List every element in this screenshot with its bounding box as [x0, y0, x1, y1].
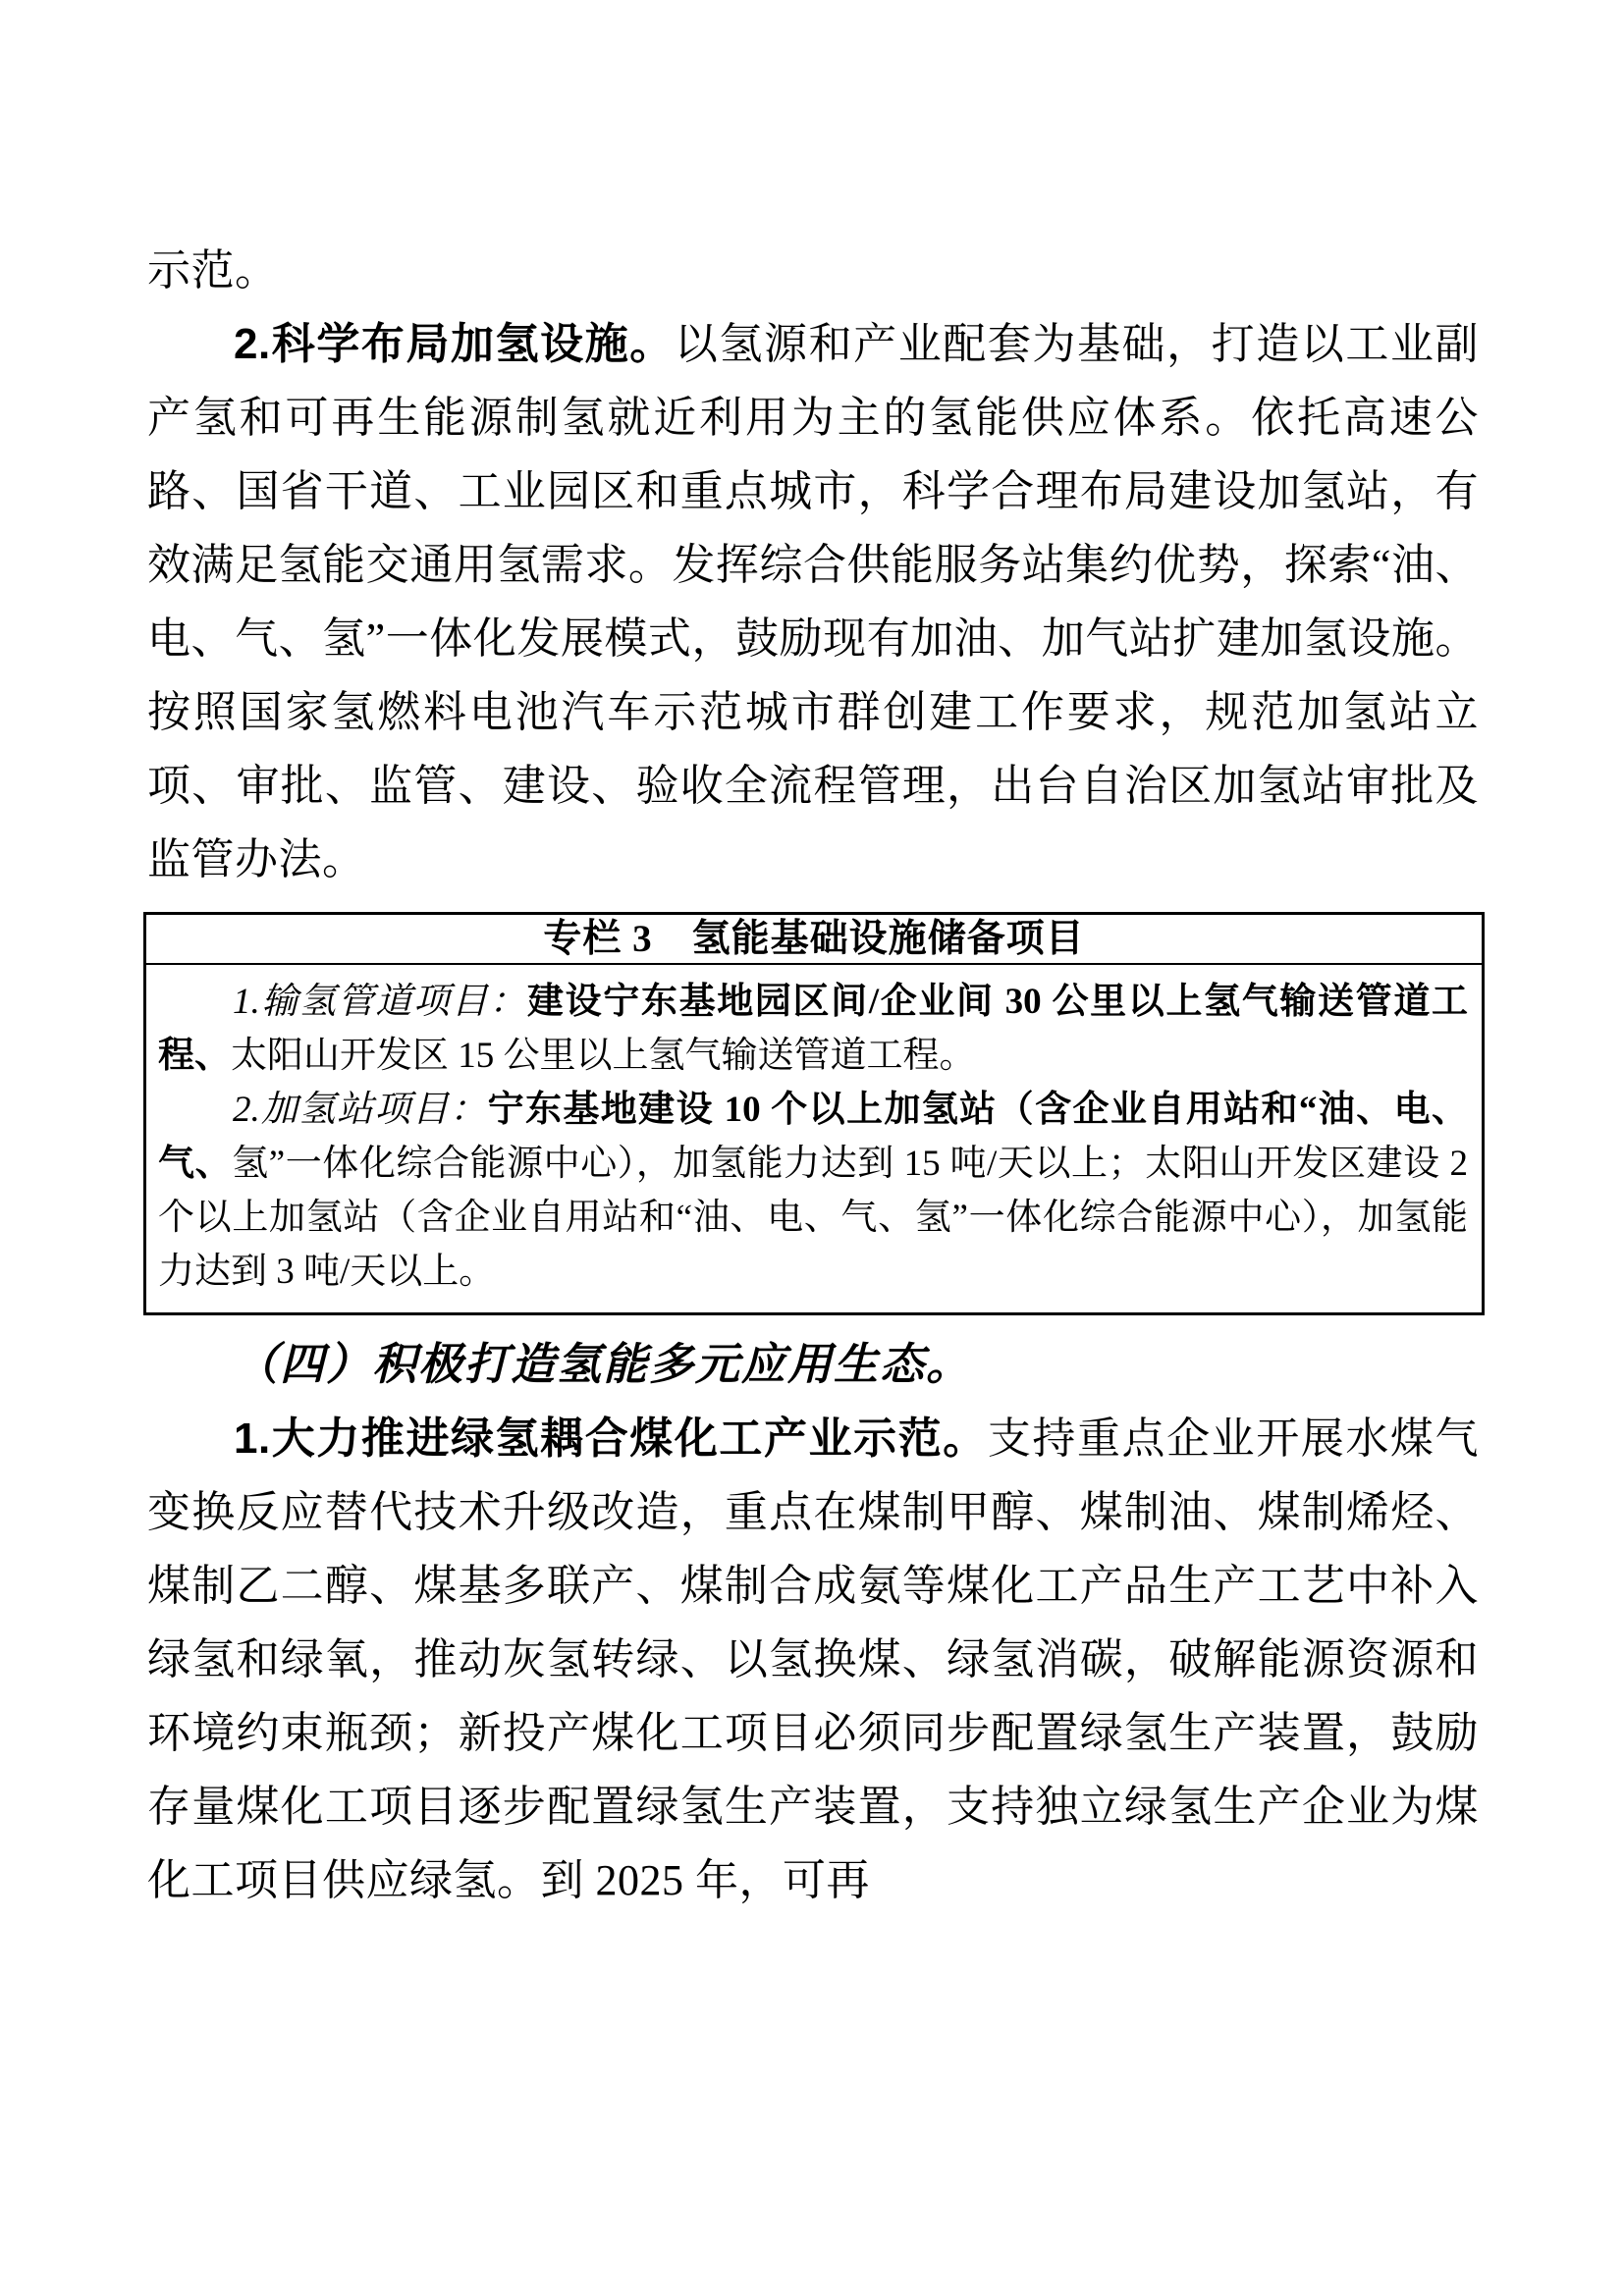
paragraph-continuation-text: 示范。 [147, 246, 279, 294]
box-item-pipeline-lead: 建设宁东基地园区间/企业间 30 公里以上氢气输送管道工程、 [158, 982, 1469, 1076]
column-box-body [146, 965, 1482, 1312]
paragraph-hydrogen-refueling-body: 以氢源和产业配套为基础，打造以工业副产氢和可再生能源制氢就近利用为主的氢能供应体系。依托高速公路、国省干道、工业园区和重点城市，科学合理布局建设加氢站，有效满足氢能交通用氢需求。发挥综合供能服务站集约优势，探索“油、电、气、氢”一体化发展模式，鼓励现有加油、加气站扩建加氢设施。按照国家氢燃料电池汽车示范城市群创建工作要求，规范加氢站立项、审批、监管、建设、验收全流程管理，出台自治区加氢站审批及监管办法。 [147, 320, 1480, 883]
box-item-pipeline [158, 975, 1468, 1083]
paragraph-green-hydrogen [147, 1402, 1479, 1917]
paragraph-continuation [147, 234, 1479, 307]
section-heading-four: （四）积极打造氢能多元应用生态。 [234, 1340, 973, 1389]
paragraph-green-hydrogen-body: 支持重点企业开展水煤气变换反应替代技术升级改造，重点在煤制甲醇、煤制油、煤制烯烃、煤制乙二醇、煤基多联产、煤制合成氨等煤化工产品生产工艺中补入绿氢和绿氧，推动灰氢转绿、以氢换煤、绿氢消碳，破解能源资源和环境约束瓶颈；新投产煤化工项目必须同步配置绿氢生产装置，鼓励存量煤化工项目逐步配置绿氢生产装置，支持独立绿氢生产企业为煤化工项目供应绿氢。到 2025 年，可再 [147, 1415, 1479, 1904]
paragraph-green-hydrogen-lead: 1.大力推进绿氢耦合煤化工产业示范。 [234, 1415, 988, 1463]
box-item-stations-label: 2.加氢站项目： [233, 1090, 488, 1130]
box-item-pipeline-rest: 太阳山开发区 15 公里以上氢气输送管道工程。 [231, 1036, 976, 1076]
box-item-stations-lead: 宁东基地建设 10 个以上加氢站（含企业自用站和“油、电、气、 [158, 1090, 1469, 1184]
box-item-stations-rest: 氢”一体化综合能源中心），加氢能力达到 15 吨/天以上；太阳山开发区建设 2 个以上加氢站（含企业自用站和“油、电、气、氢”一体化综合能源中心），加氢能力达到 3 吨/天以上。 [158, 1144, 1469, 1292]
column-box-title: 专栏 3 氢能基础设施储备项目 [146, 915, 1482, 965]
column-box-3 [143, 912, 1485, 1315]
paragraph-hydrogen-refueling [147, 307, 1479, 896]
box-item-stations [158, 1083, 1468, 1299]
box-item-pipeline-label: 1.输氢管道项目： [233, 982, 527, 1022]
paragraph-hydrogen-refueling-lead: 2.科学布局加氢设施。 [234, 320, 675, 368]
